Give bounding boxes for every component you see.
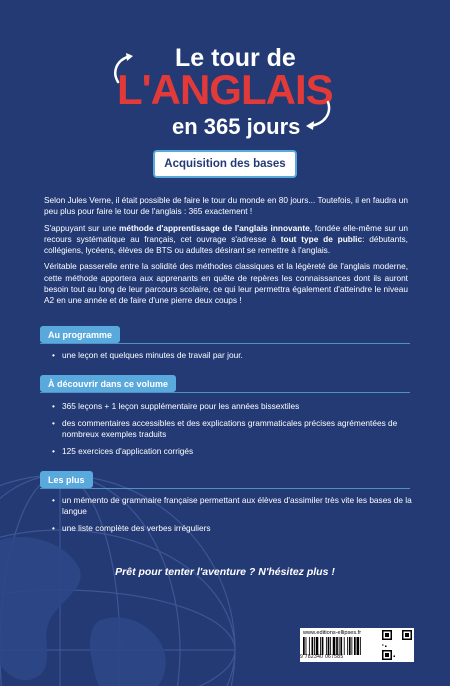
section-divider bbox=[40, 488, 410, 489]
isbn-number: 9 782340 067585 bbox=[300, 654, 344, 660]
intro-p2-bold: tout type de public bbox=[280, 233, 363, 244]
intro-p2-text: : débutants, collégiens, lycéens, élèves de BTS ou adultes désirant se remettre à l'anglais. bbox=[44, 233, 408, 256]
list-item: • un mémento de grammaire française permettant aux élèves d'assimiler très vite les bases de la langue bbox=[52, 495, 412, 517]
section-divider bbox=[40, 343, 410, 344]
list-item: • 365 leçons + 1 leçon supplémentaire pour les années bissextiles bbox=[52, 401, 412, 412]
list-item: • une leçon et quelques minutes de travail par jour. bbox=[52, 350, 412, 361]
intro-paragraph-1: Selon Jules Verne, il était possible de faire le tour du monde en 80 jours... Toutefois, il en faudra un peu plus pour faire le tour de l'anglais : 365 exactement ! bbox=[44, 195, 408, 217]
intro-text bbox=[44, 195, 408, 312]
intro-p2-text: S'appuyant sur une bbox=[44, 222, 119, 233]
curved-arrow-icon bbox=[108, 52, 142, 86]
curved-arrow-icon bbox=[300, 100, 334, 130]
list-item: • une liste complète des verbes irréguliers bbox=[52, 523, 412, 534]
section-tag-plus: Les plus bbox=[40, 471, 93, 488]
qr-code-icon bbox=[382, 630, 412, 660]
subtitle-text: Acquisition des bases bbox=[164, 158, 286, 170]
section-tag-volume: À découvrir dans ce volume bbox=[40, 375, 176, 392]
intro-paragraph-3: Véritable passerelle entre la solidité des méthodes classiques et la légèreté de l'anglais moderne, cette méthode apportera aux apprenants en quête de repères les connaissances dont ils auront besoin tout au long de leur parcours scolaire, ce qui leur permettra également d'atteindre le niveau A2 en une année et de faire d'une pierre deux coups ! bbox=[44, 261, 408, 306]
list-item: • des commentaires accessibles et des explications grammaticales précises agrémentées de nombreux exemples traduits bbox=[52, 418, 412, 440]
intro-paragraph-2 bbox=[44, 223, 408, 257]
title-line1: Le tour de bbox=[175, 44, 296, 72]
title-line3: en 365 jours bbox=[172, 114, 301, 139]
intro-p2-bold: méthode d'apprentissage de l'anglais innovante bbox=[118, 222, 310, 233]
barcode-icon bbox=[303, 637, 379, 655]
list-item: • 125 exercices d'application corrigés bbox=[52, 446, 412, 457]
intro-p2-text: , fondée elle-même sur un recours systématique au français, cet ouvrage s'adresse à bbox=[44, 222, 409, 244]
section-tag-programme: Au programme bbox=[40, 326, 120, 343]
plus-list bbox=[52, 495, 412, 540]
volume-list bbox=[52, 401, 412, 463]
section-divider bbox=[40, 392, 410, 393]
subtitle-box bbox=[155, 152, 295, 176]
call-to-action: Prêt pour tenter l'aventure ? N'hésitez plus ! bbox=[115, 566, 335, 578]
title-main: L'ANGLAIS bbox=[117, 66, 333, 113]
programme-list bbox=[52, 350, 412, 367]
publisher-url: www.editions-ellipses.fr bbox=[303, 630, 362, 636]
